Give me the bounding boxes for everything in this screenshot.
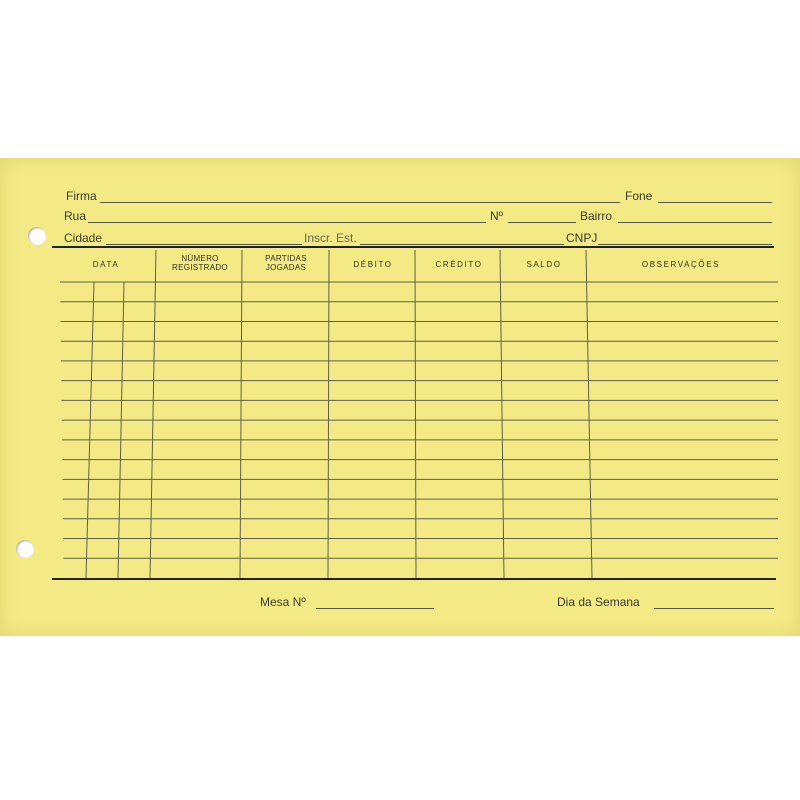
bairro-label: Bairro bbox=[580, 209, 613, 223]
column-separator bbox=[586, 250, 592, 578]
cnpj-label: CNPJ bbox=[566, 231, 598, 245]
col-header-numero-registrado: NÚMERO REGISTRADO bbox=[172, 254, 228, 272]
mesa-label: Mesa Nº bbox=[260, 595, 306, 609]
col-header-debito: DÉBITO bbox=[353, 260, 393, 269]
col-header-credito: CRÉDITO bbox=[435, 260, 483, 269]
mesa-field[interactable] bbox=[316, 608, 434, 609]
ledger-grid bbox=[0, 158, 800, 636]
inscr-est-label: Inscr. Est. bbox=[304, 231, 357, 245]
dia-semana-label: Dia da Semana bbox=[557, 595, 640, 609]
dia-semana-field[interactable] bbox=[654, 608, 774, 609]
column-separator bbox=[150, 250, 156, 578]
rua-label: Rua bbox=[64, 209, 87, 223]
date-subcolumn-separator bbox=[86, 282, 94, 578]
column-separator bbox=[500, 250, 504, 578]
ledger-card bbox=[0, 158, 800, 636]
cidade-label: Cidade bbox=[64, 231, 103, 245]
col-header-partidas-jogadas: PARTIDAS JOGADAS bbox=[265, 254, 307, 272]
numero-label: Nº bbox=[490, 209, 504, 223]
firma-label: Firma bbox=[66, 189, 97, 203]
column-separator bbox=[415, 250, 416, 578]
col-header-saldo: SALDO bbox=[526, 260, 562, 269]
table-edge bbox=[54, 282, 60, 578]
column-separator bbox=[328, 250, 329, 578]
column-separator bbox=[240, 250, 242, 578]
col-header-observacoes: OBSERVAÇÕES bbox=[641, 260, 721, 269]
col-header-data: DATA bbox=[92, 260, 120, 269]
date-subcolumn-separator bbox=[118, 282, 124, 578]
fone-label: Fone bbox=[625, 189, 653, 203]
